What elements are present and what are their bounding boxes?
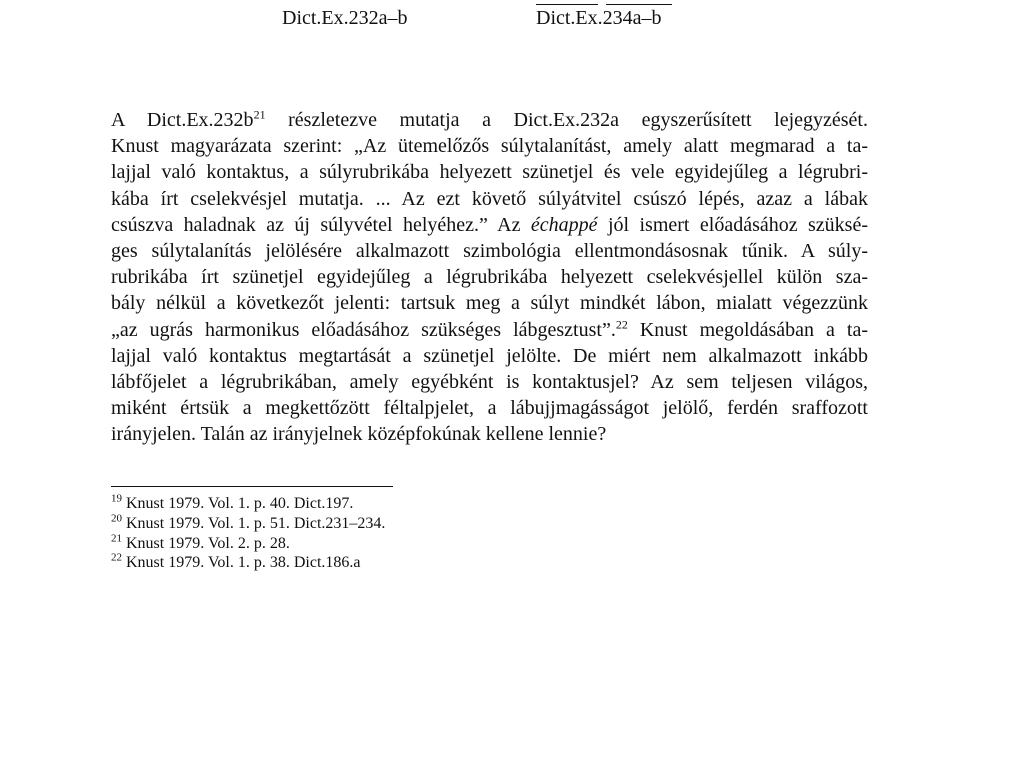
footnote-item: $^{19}$ Knust 1979. Vol. 1. p. 40. Dict.197. bbox=[111, 492, 354, 512]
footnotes bbox=[111, 494, 385, 573]
figure-caption-right: Dict.Ex.234a–b bbox=[536, 7, 662, 29]
text-line: ges súlytalanítás jelölésére alkalmazott szimbológia ellentmondásosnak tűnik. A súly- bbox=[111, 240, 868, 263]
footnote-number: 20 bbox=[111, 512, 122, 525]
text-line: rubrikába írt szünetjel egyidejűleg a légrubrikába helyezett cselekvésjellel külön sza- bbox=[111, 266, 868, 289]
footnote-number: 22 bbox=[111, 552, 122, 565]
body-paragraph bbox=[111, 107, 868, 448]
text-line: „az ugrás harmonikus előadásához szükséges lábgesztust”.$^{22}$ Knust megoldásában a ta- bbox=[111, 316, 868, 341]
italic-term: échappé bbox=[530, 213, 598, 236]
text-line: A $Dict.Ex.232b^{21}$ részletezve mutatja a Dict.Ex.232a egyszerűsített lejegyzését. bbox=[111, 107, 868, 131]
text-line: kába írt cselekvésjel mutatja. ... Az ezt követő súlyátvitel csúszó lépés, azaz a lábak bbox=[111, 187, 868, 210]
footnote-ref: 22 bbox=[615, 316, 628, 331]
text-line: irányjelen. Talán az irányjelnek középfokúnak kellene lennie? bbox=[111, 423, 607, 446]
text-line: csúszva haladnak az új súlyvétel helyéhez.” Az échappé jól ismert előadásához szüksé- bbox=[111, 213, 869, 236]
footnote-ref: 21 bbox=[253, 107, 266, 122]
text-line: Knust magyarázata szerint: „Az ütemelőzős súlytalanítást, amely alatt megmarad a ta- bbox=[111, 135, 868, 158]
figure-caption-left: Dict.Ex.232a–b bbox=[282, 7, 408, 29]
footnote-number: 21 bbox=[111, 532, 122, 545]
footnote-item: $^{22}$ Knust 1979. Vol. 1. p. 38. Dict.186.a bbox=[111, 552, 361, 572]
footnote-item: $^{20}$ Knust 1979. Vol. 1. p. 51. Dict.231–234. bbox=[111, 512, 386, 532]
text-line: lábfőjelet a légrubrikában, amely egyébként is kontaktusjel? Az sem teljesen világos, bbox=[111, 371, 868, 394]
text-line: miként értsük a megkettőzött féltalpjelet, a lábujjmagásságot jelölő, ferdén sraffozott bbox=[111, 397, 868, 420]
footnote-number: 19 bbox=[111, 492, 122, 505]
text-line: lajjal való kontaktus, a súlyrubrikába helyezett szünetjel és vele egyidejűleg a légrubri- bbox=[111, 161, 868, 184]
footnote-item: $^{21}$ Knust 1979. Vol. 2. p. 28. bbox=[111, 532, 290, 552]
text-line: lajjal való kontaktus megtartását a szünetjel jelölte. De miért nem alkalmazott inkább bbox=[111, 344, 868, 367]
footnote-divider bbox=[111, 486, 393, 487]
text-line: bály nélkül a következőt jelenti: tartsuk meg a súlyt mindkét lábon, mialatt végezzünk bbox=[111, 292, 868, 315]
